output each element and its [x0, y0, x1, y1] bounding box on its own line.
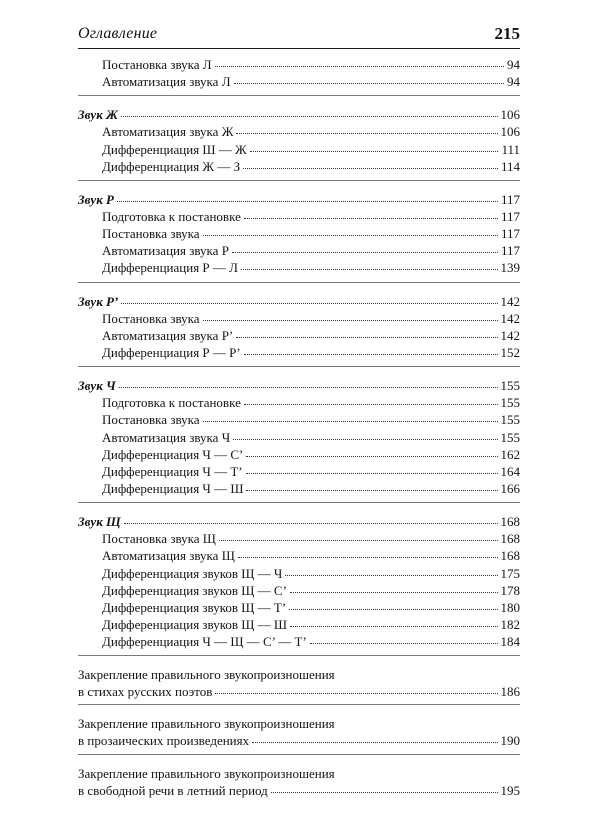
- toc-entry[interactable]: [78, 242, 520, 259]
- toc-entry[interactable]: [78, 530, 520, 547]
- entry-label: в свободной речи в летний период: [78, 782, 268, 798]
- entry-page-number: 117: [500, 226, 520, 242]
- entry-page-number: 106: [500, 124, 520, 140]
- entry-page-number: 168: [500, 531, 520, 547]
- page-number: 215: [494, 24, 520, 43]
- toc-entry[interactable]: [78, 446, 520, 463]
- entry-label: Дифференциация звуков Щ — Ш: [102, 616, 288, 632]
- entry-label: Постановка звука Щ: [102, 531, 216, 547]
- dot-leader: [243, 165, 498, 169]
- page-title: Оглавление: [78, 25, 158, 42]
- toc-entry[interactable]: [78, 158, 520, 175]
- toc-section-heading[interactable]: [78, 513, 520, 530]
- entry-page-number: 142: [500, 327, 520, 343]
- toc-section: [78, 106, 520, 181]
- dot-leader: [250, 148, 499, 152]
- dot-leader: [310, 640, 498, 644]
- toc-entry[interactable]: [78, 582, 520, 599]
- entry-label: Дифференциация Ч — С’: [102, 446, 244, 462]
- entry-label: Постановка звука: [102, 310, 200, 326]
- entry-label: Звук Щ: [78, 514, 121, 530]
- toc-entry[interactable]: [78, 429, 520, 446]
- entry-page-number: 168: [500, 514, 520, 530]
- entry-page-number: 175: [500, 565, 520, 581]
- entry-label: Постановка звука: [102, 412, 200, 428]
- toc-section-heading[interactable]: [78, 293, 520, 310]
- toc-section: [78, 56, 520, 96]
- entry-label: Дифференциация звуков Щ — Ч: [102, 565, 283, 581]
- entry-page-number: 142: [500, 293, 520, 309]
- dot-leader: [234, 80, 504, 84]
- entry-label: Постановка звука Л: [102, 57, 212, 72]
- entry-label: Дифференциация Ч — Ш: [102, 480, 244, 496]
- entry-label: Подготовка к постановке: [102, 395, 241, 411]
- entry-label: Постановка звука: [102, 226, 200, 242]
- toc-entry[interactable]: [78, 310, 520, 327]
- dot-leader: [290, 589, 498, 593]
- toc-entry[interactable]: [78, 599, 520, 616]
- toc-section: [78, 191, 520, 283]
- entry-label: Звук Ч: [78, 378, 116, 394]
- toc-entry[interactable]: [78, 327, 520, 344]
- entry-page-number: 117: [500, 208, 520, 224]
- entry-page-number: 94: [507, 74, 520, 90]
- toc-entry[interactable]: [78, 208, 520, 225]
- toc-entry[interactable]: [78, 225, 520, 242]
- toc-entry[interactable]: [78, 547, 520, 564]
- toc-entry[interactable]: [78, 123, 520, 140]
- toc-extra-entry[interactable]: [78, 715, 520, 754]
- dot-leader: [121, 113, 498, 117]
- toc-entry[interactable]: [78, 411, 520, 428]
- entry-page-number: 166: [500, 480, 520, 496]
- toc-section: [78, 293, 520, 368]
- toc-entry[interactable]: [78, 73, 520, 90]
- entry-page-number: 186: [500, 684, 520, 700]
- entry-label: Автоматизация звука Р’: [102, 327, 234, 343]
- entry-page-number: 94: [507, 57, 520, 72]
- dot-leader: [246, 470, 498, 474]
- entry-label: Автоматизация звука Ч: [102, 429, 231, 445]
- entry-label: Дифференциация Ч — Т’: [102, 463, 243, 479]
- dot-leader: [238, 554, 498, 558]
- entry-page-number: 139: [500, 260, 520, 276]
- entry-page-number: 155: [500, 429, 520, 445]
- entry-label: Автоматизация звука Ж: [102, 124, 234, 140]
- dot-leader: [203, 418, 498, 422]
- dot-leader: [121, 300, 497, 304]
- entry-label: Дифференциация Ч — Щ — С’ — Т’: [102, 634, 307, 650]
- entry-label: в стихах русских поэтов: [78, 684, 213, 700]
- toc-entry[interactable]: [78, 259, 520, 276]
- entry-page-number: 184: [500, 634, 520, 650]
- entry-page-number: 152: [500, 344, 520, 360]
- dot-leader: [244, 401, 498, 405]
- toc-entry[interactable]: [78, 394, 520, 411]
- entry-page-number: 178: [500, 582, 520, 598]
- entry-page-number: 155: [500, 412, 520, 428]
- entry-label: Звук Р’: [78, 293, 119, 309]
- entry-page-number: 117: [500, 243, 520, 259]
- entry-page-number: 195: [500, 782, 520, 798]
- entry-label: Звук Р: [78, 191, 114, 207]
- toc-entry[interactable]: [78, 633, 520, 650]
- dot-leader: [246, 453, 497, 457]
- entry-label-line2-row: [78, 732, 520, 749]
- entry-page-number: 111: [501, 141, 520, 157]
- entry-label-line2-row: [78, 782, 520, 799]
- entry-page-number: 106: [500, 107, 520, 123]
- entry-page-number: 114: [500, 158, 520, 174]
- toc-extra-entry[interactable]: [78, 666, 520, 705]
- entry-page-number: 142: [500, 310, 520, 326]
- entry-label: Подготовка к постановке: [102, 208, 241, 224]
- dot-leader: [236, 334, 497, 338]
- toc-entry[interactable]: [78, 463, 520, 480]
- toc-entry[interactable]: [78, 56, 520, 73]
- entry-page-number: 117: [500, 191, 520, 207]
- dot-leader: [232, 249, 498, 253]
- dot-leader: [289, 606, 497, 610]
- entry-label: Дифференциация Р — Р’: [102, 344, 241, 360]
- entry-label: Автоматизация звука Л: [102, 74, 231, 90]
- entry-page-number: 162: [500, 446, 520, 462]
- entry-label-line2-row: [78, 683, 520, 700]
- toc-section: [78, 377, 520, 503]
- entry-page-number: 182: [500, 616, 520, 632]
- dot-leader: [215, 690, 497, 694]
- entry-label: Автоматизация звука Щ: [102, 548, 235, 564]
- entry-page-number: 155: [500, 378, 520, 394]
- entry-label: Звук Ж: [78, 107, 118, 123]
- entry-label: Дифференциация Р — Л: [102, 260, 238, 276]
- toc-entry[interactable]: [78, 565, 520, 582]
- entry-label: Дифференциация Ш — Ж: [102, 141, 247, 157]
- dot-leader: [236, 130, 497, 134]
- toc-section-heading[interactable]: [78, 106, 520, 123]
- dot-leader: [117, 198, 498, 202]
- toc-section-heading[interactable]: [78, 191, 520, 208]
- entry-page-number: 180: [500, 599, 520, 615]
- toc-extra-entry[interactable]: [78, 765, 520, 803]
- dot-leader: [244, 215, 498, 219]
- entry-label: Автоматизация звука Р: [102, 243, 229, 259]
- dot-leader: [119, 384, 498, 388]
- dot-leader: [219, 537, 498, 541]
- toc-entry[interactable]: [78, 480, 520, 497]
- entry-label: Дифференциация звуков Щ — С’: [102, 582, 287, 598]
- entry-label: Дифференциация звуков Щ — Т’: [102, 599, 287, 615]
- entry-label-line1: Закрепление правильного звукопроизношения: [78, 765, 335, 781]
- dot-leader: [290, 623, 497, 627]
- toc-entry[interactable]: [78, 344, 520, 361]
- dot-leader: [285, 572, 497, 576]
- page-header: [78, 22, 520, 49]
- entry-label-line1: Закрепление правильного звукопроизношения: [78, 667, 335, 683]
- dot-leader: [244, 351, 498, 355]
- dot-leader: [203, 232, 498, 236]
- entry-page-number: 155: [500, 395, 520, 411]
- entry-page-number: 168: [500, 548, 520, 564]
- dot-leader: [241, 266, 498, 270]
- toc-entry[interactable]: [78, 616, 520, 633]
- dot-leader: [203, 317, 498, 321]
- dot-leader: [124, 520, 498, 524]
- toc-entry[interactable]: [78, 141, 520, 158]
- dot-leader: [246, 487, 497, 491]
- dot-leader: [215, 63, 504, 67]
- entry-page-number: 190: [500, 733, 520, 749]
- dot-leader: [252, 739, 497, 743]
- dot-leader: [233, 436, 497, 440]
- entry-page-number: 164: [500, 463, 520, 479]
- dot-leader: [271, 789, 498, 793]
- table-of-contents: [78, 56, 520, 813]
- entry-label: в прозаических произведениях: [78, 733, 250, 749]
- entry-label-line1: Закрепление правильного звукопроизношения: [78, 716, 335, 732]
- entry-label: Дифференциация Ж — З: [102, 158, 241, 174]
- toc-section: [78, 513, 520, 656]
- toc-section-heading[interactable]: [78, 377, 520, 394]
